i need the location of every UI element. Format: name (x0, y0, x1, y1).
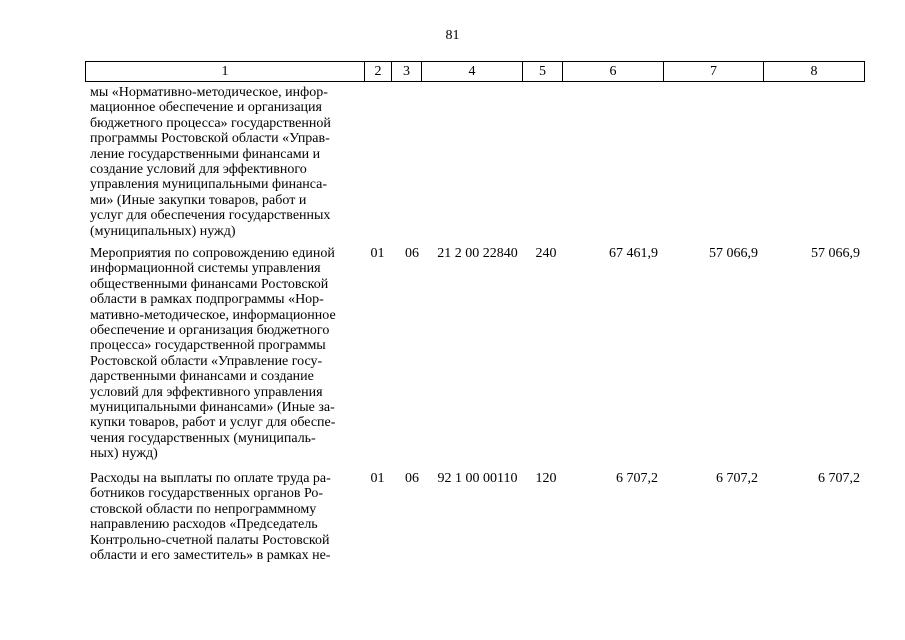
header-col-4: 4 (422, 62, 523, 81)
desc-line: процесса» государственной программы (90, 338, 326, 354)
desc-line: создание условий для эффективного (90, 162, 307, 178)
desc-line: ми» (Иные закупки товаров, работ и (90, 192, 307, 208)
desc-line: мы «Нормативно-методическое, инфор- (90, 85, 328, 100)
page-number: 81 (445, 28, 460, 43)
desc-line: условий для эффективного управления (90, 384, 323, 400)
header-col-8: 8 (810, 64, 818, 79)
table-row-2-description (90, 246, 360, 462)
desc-line: управления муниципальными финанса- (90, 177, 328, 193)
desc-line: информационной системы управления (90, 261, 321, 277)
desc-line: ление государственными финансами и (90, 146, 321, 162)
desc-line: направлению расходов «Председатель (90, 517, 318, 533)
desc-line: мационное обеспечение и организация (90, 100, 322, 116)
header-col-5: 5 (523, 62, 563, 81)
header-col-1: 1 (86, 62, 365, 81)
header-col-6: 6 (563, 62, 664, 81)
desc-line: общественными финансами Ростовской (90, 276, 329, 292)
row-2-amount-col8: 57 066,9 (811, 246, 860, 261)
row-3-target-article: 92 1 00 00110 (437, 471, 518, 486)
row-3-amount-col6: 6 707,2 (616, 471, 658, 486)
desc-line: ботников государственных органов Ро- (90, 486, 324, 502)
row-3-subsection: 06 (405, 471, 419, 486)
desc-line: Расходы на выплаты по оплате труда ра- (90, 471, 331, 486)
desc-line: чения государственных (муниципаль- (90, 430, 316, 446)
row-2-amount-col7: 57 066,9 (709, 246, 758, 261)
desc-line: Контрольно-счетной палаты Ростовской (90, 532, 330, 548)
desc-line: стовской области по непрограммному (90, 501, 317, 517)
header-col-7: 7 (664, 62, 764, 81)
desc-line: купки товаров, работ и услуг для обеспе- (90, 415, 336, 431)
row-2-target-article: 21 2 00 22840 (437, 246, 518, 261)
desc-line: области в рамках подпрограммы «Нор- (90, 292, 324, 308)
row-2-section: 01 (370, 246, 385, 261)
desc-line: (муниципальных) нужд) (90, 223, 236, 239)
desc-line: программы Ростовской области «Управ- (90, 131, 330, 147)
row-2-amount-col6: 67 461,9 (609, 246, 658, 261)
header-col-2: 2 (365, 62, 392, 81)
desc-line: Ростовской области «Управление госу- (90, 353, 323, 369)
desc-line: муниципальными финансами» (Иные за- (90, 400, 335, 416)
desc-line: обеспечение и организация бюджетного (90, 323, 330, 339)
row-2-subsection: 06 (405, 246, 419, 261)
desc-line: услуг для обеспечения государственных (90, 208, 331, 224)
desc-line: мативно-методическое, информационное (90, 307, 336, 323)
header-col-3: 3 (392, 62, 422, 81)
table-row-1-description (90, 85, 360, 239)
table-row-3-description (90, 471, 360, 563)
desc-line: дарственными финансами и создание (90, 369, 314, 385)
row-2-expense-type: 240 (535, 246, 557, 261)
desc-line: области и его заместитель» в рамках не- (90, 548, 331, 564)
row-3-section: 01 (370, 471, 385, 486)
table-header (85, 61, 865, 82)
row-3-amount-col8: 6 707,2 (818, 471, 860, 486)
desc-line: Мероприятия по сопровождению единой (90, 246, 335, 261)
row-3-expense-type: 120 (535, 471, 557, 486)
desc-line: бюджетного процесса» государственной (90, 115, 331, 131)
desc-line: ных) нужд) (90, 446, 158, 462)
row-3-amount-col7: 6 707,2 (716, 471, 758, 486)
